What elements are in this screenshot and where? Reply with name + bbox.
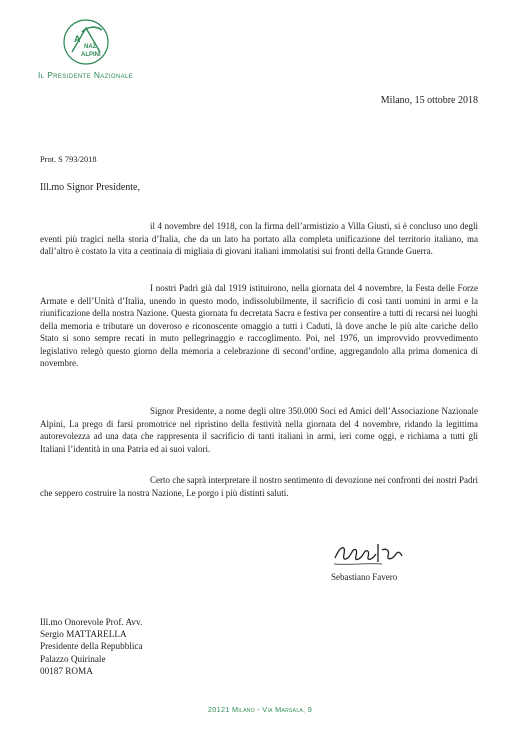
- protocol-number: Prot. S 793/2018: [40, 155, 97, 164]
- recipient-address: [40, 616, 143, 677]
- recipient-line: Ill.mo Onorevole Prof. Avv.: [40, 617, 143, 627]
- signatory-name: Sebastiano Favero: [331, 572, 398, 582]
- footer-address: 20121 Milano - Via Marsala, 9: [207, 705, 313, 714]
- body-paragraph-3: Signor Presidente, a nome degli oltre 350.000 Soci ed Amici dell’Associazione Nazionale Alpini, La prego di farsi promotrice nel ripristino della festività nella giornata del 4 novembre, ridando la legittima autorevolezza ad una data che rappresenta il sacrificio di tanti italiani in armi, ieri come oggi, e richiama a tutti gli Italiani l’identità in una Patria ed ai suoi valori.: [40, 406, 478, 454]
- body-paragraph-1: il 4 novembre del 1918, con la firma dell’armistizio a Villa Giusti, si è concluso uno degli eventi più tragici nella storia d’Italia, che da un lato ha portato alla completa unificazione del territorio italiano, ma dall’altro è costato la vita a centinaia di migliaia di giovani italiani immolatisi sui fronti della Grande Guerra.: [40, 221, 478, 256]
- salutation: Ill.mo Signor Presidente,: [40, 182, 140, 193]
- recipient-line: 00187 ROMA: [40, 665, 93, 676]
- svg-text:NAZ: NAZ: [84, 44, 97, 50]
- handwritten-signature-icon: [332, 538, 404, 568]
- body-paragraph-4: Certo che saprà interpretare il nostro sentimento di devozione nei confronti dei nostri Padri che seppero costruire la nostra Nazione, Le porgo i più distinti saluti.: [40, 475, 478, 498]
- recipient-line: Palazzo Quirinale: [40, 653, 106, 664]
- org-title: Il Presidente Nazionale: [38, 70, 134, 80]
- ana-alpini-logo-icon: [62, 18, 110, 66]
- svg-text:ALPINI: ALPINI: [81, 52, 101, 58]
- svg-text:A: A: [74, 34, 81, 44]
- recipient-line: Presidente della Repubblica: [40, 641, 143, 652]
- body-paragraph-2: I nostri Padri già dal 1919 istituirono, nella giornata del 4 novembre, la Festa delle Forze Armate e dell’Unità d’Italia, unendo in questo modo, indissolubilmente, il sacrificio di così tanti uomini in armi e la riunificazione della nostra Nazione. Questa giornata fu decretata Sacra e festiva per consentire a tutti di recarsi nei luoghi della memoria e tributare un doveroso e riconoscente omaggio a tutti i Caduti, là dove anche le più alte cariche dello Stato si sono sempre recati in muto pellegrinaggio e raccoglimento. Poi, nel 1976, un improvvido provvedimento legislativo relegò questo giorno della memoria a celebrazione di second’ordine, aggregandolo alla prima domenica di novembre.: [40, 283, 478, 368]
- letter-date: Milano, 15 ottobre 2018: [380, 95, 478, 106]
- recipient-line: Sergio MATTARELLA: [40, 629, 127, 640]
